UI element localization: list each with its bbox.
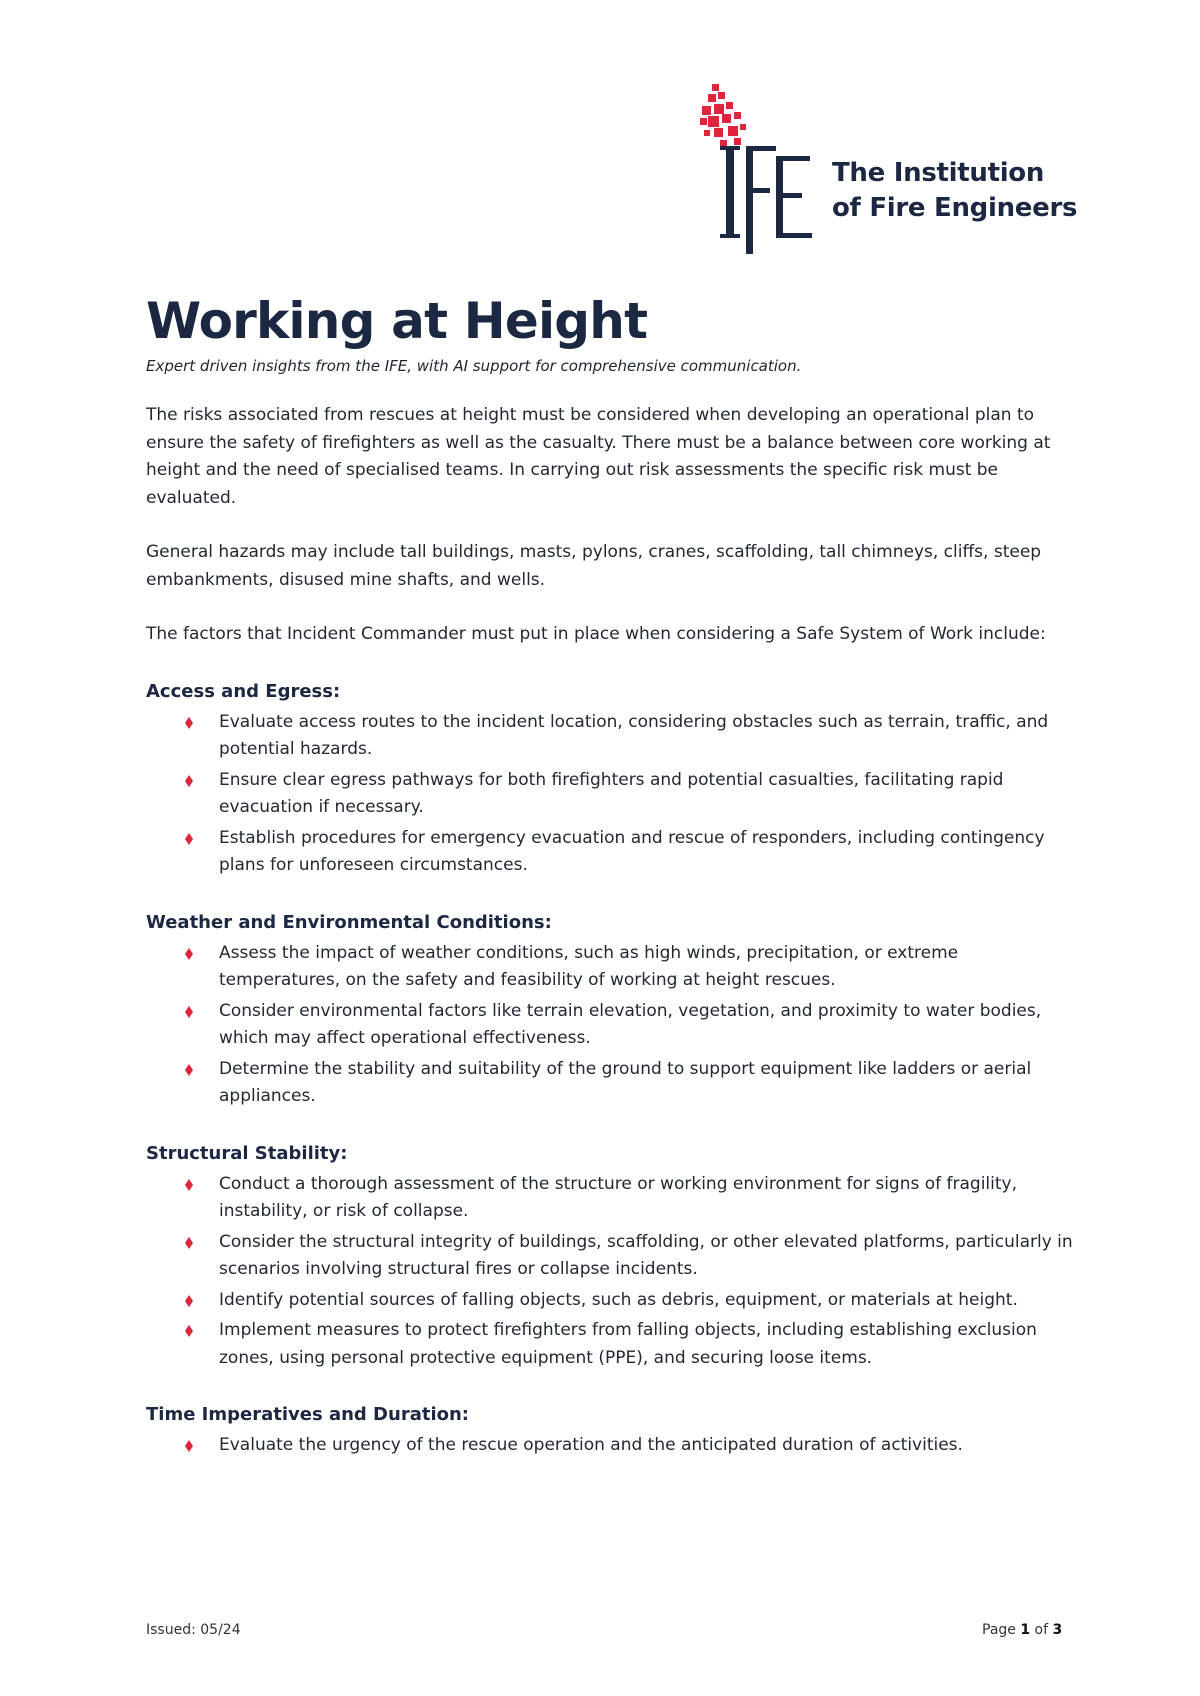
logo-line-1: The Institution (832, 158, 1045, 188)
diamond-bullet-icon (185, 1064, 193, 1076)
logo-line-2: of Fire Engineers (832, 193, 1078, 223)
list-item: Conduct a thorough assessment of the structure or working environment for signs of fragility, instability, or risk of collapse. (219, 1171, 1076, 1226)
section-heading-structural: Structural Stability: (146, 1142, 348, 1164)
document-body (146, 290, 1076, 1463)
section-heading-time: Time Imperatives and Duration: (146, 1404, 469, 1425)
list-item: Evaluate access routes to the incident location, considering obstacles such as terrain, traffic, and potential hazards. (219, 709, 1076, 764)
diamond-bullet-icon (185, 1179, 193, 1191)
bullet-list-weather (146, 940, 1076, 1111)
list-item: Identify potential sources of falling objects, such as debris, equipment, or materials at height. (219, 1287, 1076, 1315)
diamond-bullet-icon (185, 1295, 193, 1307)
intro-paragraph: The risks associated from rescues at height must be considered when developing an operational plan to ensure the safety of firefighters as well as the casualty. There must be a balance between core working at height and the need of specialised teams. In carrying out risk assessments the specific risk must be evaluated. (146, 405, 1051, 508)
current-page: 1 (1020, 1622, 1031, 1638)
list-item: Implement measures to protect firefighters from falling objects, including establishing exclusion zones, using personal protective equipment (PPE), and securing loose items. (219, 1317, 1076, 1372)
section-heading-weather: Weather and Environmental Conditions: (146, 911, 552, 933)
list-item: Assess the impact of weather conditions, such as high winds, precipitation, or extreme temperatures, on the safety and feasibility of working at height rescues. (219, 940, 1076, 995)
logo-wordmark (832, 156, 1077, 226)
hazards-paragraph: General hazards may include tall buildings, masts, pylons, cranes, scaffolding, tall chimneys, cliffs, steep embankments, disused mine shafts, and wells. (146, 542, 1042, 590)
diamond-bullet-icon (185, 717, 193, 729)
diamond-bullet-icon (185, 775, 193, 787)
diamond-bullet-icon (185, 1006, 193, 1018)
diamond-bullet-icon (185, 1440, 193, 1452)
footer-page-number: Page 1 of 3 (982, 1622, 1063, 1638)
section-heading-access: Access and Egress: (146, 680, 341, 702)
list-item: Consider the structural integrity of buildings, scaffolding, or other elevated platforms, particularly in scenarios involving structural fires or collapse incidents. (219, 1229, 1076, 1284)
factors-paragraph: The factors that Incident Commander must put in place when considering a Safe System of Work include: (146, 624, 1046, 644)
page-title: Working at Height (146, 292, 648, 350)
ife-logo (700, 84, 1080, 254)
diamond-bullet-icon (185, 1325, 193, 1337)
diamond-bullet-icon (185, 833, 193, 845)
diamond-bullet-icon (185, 948, 193, 960)
page-subtitle: Expert driven insights from the IFE, with AI support for comprehensive communication. (146, 357, 802, 375)
footer-issued-date: Issued: 05/24 (146, 1622, 241, 1638)
diamond-bullet-icon (185, 1237, 193, 1249)
ife-monogram-icon (700, 84, 830, 254)
bullet-list-time (146, 1432, 1076, 1460)
list-item: Determine the stability and suitability of the ground to support equipment like ladders or aerial appliances. (219, 1056, 1076, 1111)
bullet-list-access (146, 709, 1076, 880)
list-item: Ensure clear egress pathways for both firefighters and potential casualties, facilitating rapid evacuation if necessary. (219, 767, 1076, 822)
list-item: Establish procedures for emergency evacuation and rescue of responders, including contingency plans for unforeseen circumstances. (219, 825, 1076, 880)
list-item: Consider environmental factors like terrain elevation, vegetation, and proximity to water bodies, which may affect operational effectiveness. (219, 998, 1076, 1053)
list-item: Evaluate the urgency of the rescue operation and the anticipated duration of activities. (219, 1432, 1076, 1460)
total-pages: 3 (1052, 1622, 1063, 1638)
bullet-list-structural (146, 1171, 1076, 1373)
